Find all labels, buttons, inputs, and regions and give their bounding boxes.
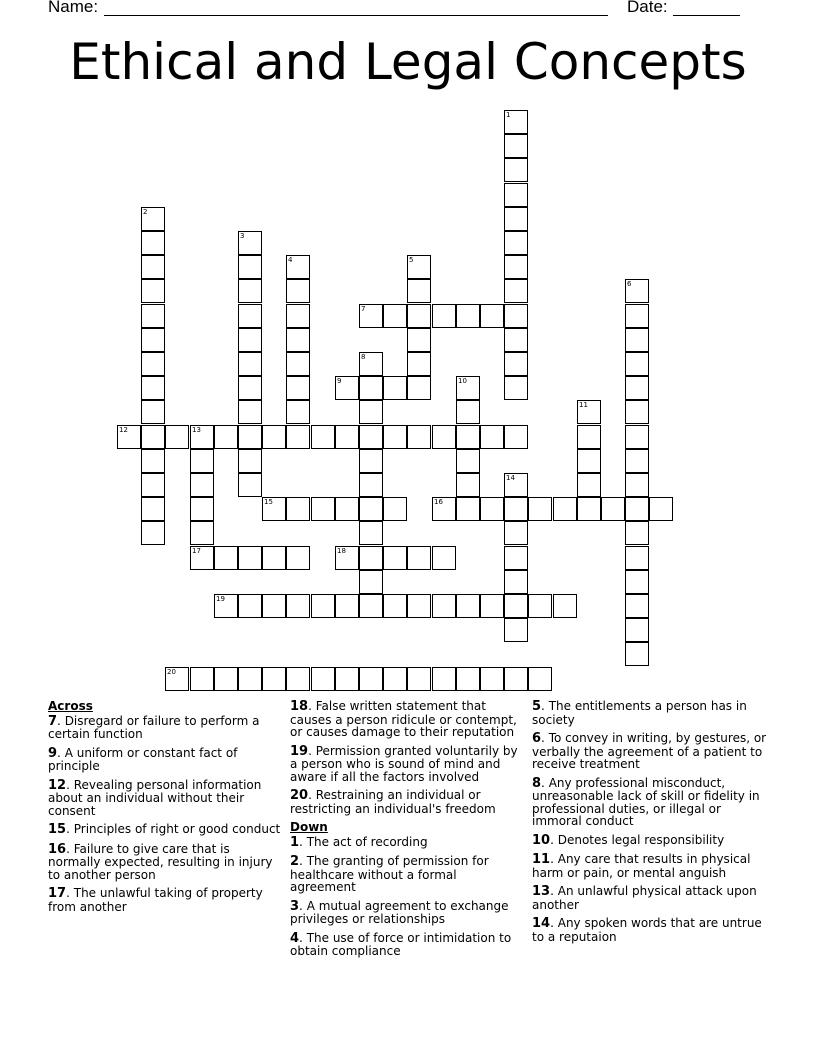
grid-cell[interactable] [359, 304, 383, 328]
cell-number: 14 [506, 474, 515, 482]
grid-cell[interactable] [262, 594, 286, 618]
grid-cell[interactable] [407, 352, 431, 376]
grid-cell[interactable] [625, 400, 649, 424]
grid-cell[interactable] [456, 400, 480, 424]
grid-cell[interactable] [504, 231, 528, 255]
clue-down-14: 14. Any spoken words that are untrue to a reputaion [532, 916, 762, 944]
grid-cell[interactable] [432, 304, 456, 328]
grid-cell[interactable] [141, 255, 165, 279]
grid-cell[interactable] [625, 521, 649, 545]
grid-cell[interactable] [286, 304, 310, 328]
grid-cell[interactable] [359, 376, 383, 400]
grid-cell[interactable] [383, 425, 407, 449]
grid-cell[interactable] [141, 400, 165, 424]
cell-number: 5 [409, 256, 414, 264]
clue-down-10: 10. Denotes legal responsibility [532, 832, 725, 848]
grid-cell[interactable] [311, 667, 335, 691]
grid-cell[interactable] [504, 352, 528, 376]
grid-cell[interactable] [456, 376, 480, 400]
grid-cell[interactable] [311, 425, 335, 449]
grid-cell[interactable] [577, 425, 601, 449]
grid-cell[interactable] [625, 352, 649, 376]
clue-across-7: 7. Disregard or failure to perform a certain function [48, 713, 260, 741]
grid-cell[interactable] [504, 328, 528, 352]
grid-cell[interactable] [504, 546, 528, 570]
grid-cell[interactable] [625, 449, 649, 473]
cell-number: 17 [192, 547, 201, 555]
grid-cell[interactable] [601, 497, 625, 521]
clues-column-3 [532, 700, 768, 949]
grid-cell[interactable] [625, 570, 649, 594]
grid-cell[interactable] [625, 497, 649, 521]
grid-cell[interactable] [528, 667, 552, 691]
grid-cell[interactable] [141, 376, 165, 400]
grid-cell[interactable] [625, 618, 649, 642]
cell-number: 2 [143, 208, 148, 216]
grid-cell[interactable] [311, 497, 335, 521]
grid-cell[interactable] [238, 352, 262, 376]
grid-cell[interactable] [407, 546, 431, 570]
grid-cell[interactable] [359, 449, 383, 473]
grid-cell[interactable] [141, 207, 165, 231]
grid-cell[interactable] [141, 352, 165, 376]
grid-cell[interactable] [311, 594, 335, 618]
grid-cell[interactable] [504, 521, 528, 545]
grid-cell[interactable] [238, 594, 262, 618]
grid-cell[interactable] [238, 304, 262, 328]
grid-cell[interactable] [504, 279, 528, 303]
across-heading: Across [48, 699, 93, 713]
grid-cell[interactable] [262, 667, 286, 691]
date-label: Date: [627, 0, 668, 16]
grid-cell[interactable] [262, 497, 286, 521]
grid-cell[interactable] [335, 425, 359, 449]
cell-number: 16 [434, 498, 443, 506]
clue-down-3: 3. A mutual agreement to exchange privileges or relationships [290, 898, 509, 926]
clues-column-2 [290, 700, 526, 964]
grid-cell[interactable] [625, 279, 649, 303]
grid-cell[interactable] [286, 425, 310, 449]
grid-cell[interactable] [456, 304, 480, 328]
grid-cell[interactable] [335, 546, 359, 570]
grid-cell[interactable] [359, 497, 383, 521]
grid-cell[interactable] [504, 183, 528, 207]
grid-cell[interactable] [359, 473, 383, 497]
grid-cell[interactable] [528, 594, 552, 618]
grid-cell[interactable] [456, 425, 480, 449]
grid-cell[interactable] [504, 473, 528, 497]
grid-cell[interactable] [553, 497, 577, 521]
grid-cell[interactable] [286, 255, 310, 279]
page-title: Ethical and Legal Concepts [69, 33, 747, 91]
grid-cell[interactable] [335, 667, 359, 691]
cell-number: 19 [216, 595, 225, 603]
grid-cell[interactable] [504, 376, 528, 400]
grid-cell[interactable] [577, 449, 601, 473]
grid-cell[interactable] [504, 207, 528, 231]
grid-cell[interactable] [407, 425, 431, 449]
grid-cell[interactable] [504, 618, 528, 642]
grid-cell[interactable] [432, 546, 456, 570]
grid-cell[interactable] [238, 279, 262, 303]
grid-cell[interactable] [165, 425, 189, 449]
grid-cell[interactable] [165, 667, 189, 691]
grid-cell[interactable] [238, 376, 262, 400]
grid-cell[interactable] [335, 497, 359, 521]
grid-cell[interactable] [359, 594, 383, 618]
grid-cell[interactable] [504, 134, 528, 158]
grid-cell[interactable] [359, 352, 383, 376]
grid-cell[interactable] [432, 594, 456, 618]
cell-number: 11 [579, 401, 588, 409]
grid-cell[interactable] [286, 328, 310, 352]
grid-cell[interactable] [528, 497, 552, 521]
clue-down-1: 1. The act of recording [290, 834, 428, 850]
grid-cell[interactable] [238, 400, 262, 424]
grid-cell[interactable] [141, 425, 165, 449]
grid-cell[interactable] [625, 376, 649, 400]
grid-cell[interactable] [141, 521, 165, 545]
grid-cell[interactable] [214, 425, 238, 449]
grid-cell[interactable] [238, 546, 262, 570]
cell-number: 4 [288, 256, 293, 264]
clue-down-11: 11. Any care that results in physical harm or pain, or mental anguish [532, 852, 751, 880]
cell-number: 12 [119, 426, 128, 434]
grid-cell[interactable] [238, 449, 262, 473]
grid-cell[interactable] [238, 231, 262, 255]
grid-cell[interactable] [335, 376, 359, 400]
grid-cell[interactable] [456, 667, 480, 691]
worksheet-header [0, 0, 816, 24]
grid-cell[interactable] [649, 497, 673, 521]
grid-cell[interactable] [238, 473, 262, 497]
grid-cell[interactable] [625, 642, 649, 666]
grid-cell[interactable] [456, 594, 480, 618]
grid-cell[interactable] [504, 255, 528, 279]
cell-number: 3 [240, 232, 245, 240]
grid-cell[interactable] [625, 473, 649, 497]
cell-number: 1 [506, 111, 511, 119]
grid-cell[interactable] [190, 473, 214, 497]
grid-cell[interactable] [504, 497, 528, 521]
grid-cell[interactable] [625, 425, 649, 449]
grid-cell[interactable] [190, 497, 214, 521]
grid-cell[interactable] [432, 425, 456, 449]
grid-cell[interactable] [504, 158, 528, 182]
grid-cell[interactable] [480, 497, 504, 521]
cell-number: 7 [361, 305, 366, 313]
grid-cell[interactable] [190, 667, 214, 691]
grid-cell[interactable] [625, 304, 649, 328]
grid-cell[interactable] [456, 449, 480, 473]
grid-cell[interactable] [504, 667, 528, 691]
grid-cell[interactable] [238, 328, 262, 352]
clue-down-13: 13. An unlawful physical attack upon another [532, 884, 757, 912]
grid-cell[interactable] [286, 546, 310, 570]
grid-cell[interactable] [383, 497, 407, 521]
grid-cell[interactable] [286, 376, 310, 400]
grid-cell[interactable] [577, 473, 601, 497]
grid-cell[interactable] [407, 255, 431, 279]
grid-cell[interactable] [456, 473, 480, 497]
clue-across-16: 16. Failure to give care that is normally expected, resulting in injury to another person [48, 841, 273, 882]
grid-cell[interactable] [480, 425, 504, 449]
grid-cell[interactable] [335, 594, 359, 618]
grid-cell[interactable] [214, 667, 238, 691]
grid-cell[interactable] [141, 328, 165, 352]
grid-cell[interactable] [383, 667, 407, 691]
clue-across-9: 9. A uniform or constant fact of principle [48, 745, 238, 773]
grid-cell[interactable] [238, 255, 262, 279]
grid-cell[interactable] [286, 352, 310, 376]
grid-cell[interactable] [214, 594, 238, 618]
cell-number: 8 [361, 353, 366, 361]
clue-across-19: 19. Permission granted voluntarily by a person who is sound of mind and aware if all the factors involved [290, 743, 518, 784]
grid-cell[interactable] [504, 425, 528, 449]
cell-number: 15 [264, 498, 273, 506]
grid-cell[interactable] [190, 425, 214, 449]
clues-column-1 [48, 700, 284, 919]
grid-cell[interactable] [577, 400, 601, 424]
grid-cell[interactable] [286, 497, 310, 521]
grid-cell[interactable] [262, 425, 286, 449]
grid-cell[interactable] [432, 667, 456, 691]
grid-cell[interactable] [190, 521, 214, 545]
grid-cell[interactable] [359, 521, 383, 545]
clue-across-12: 12. Revealing personal information about an individual without their consent [48, 777, 262, 818]
clue-down-2: 2. The granting of permission for healthcare without a formal agreement [290, 854, 489, 894]
grid-cell[interactable] [286, 667, 310, 691]
grid-cell[interactable] [262, 546, 286, 570]
cell-number: 6 [627, 280, 632, 288]
cell-number: 13 [192, 426, 201, 434]
grid-cell[interactable] [383, 304, 407, 328]
grid-cell[interactable] [238, 425, 262, 449]
grid-cell[interactable] [359, 570, 383, 594]
grid-cell[interactable] [553, 594, 577, 618]
cell-number: 10 [458, 377, 467, 385]
grid-cell[interactable] [432, 497, 456, 521]
grid-cell[interactable] [141, 449, 165, 473]
name-label: Name: [48, 0, 99, 16]
grid-cell[interactable] [480, 667, 504, 691]
grid-cell[interactable] [190, 449, 214, 473]
clue-down-5: 5. The entitlements a person has in society [532, 699, 747, 727]
grid-cell[interactable] [504, 110, 528, 134]
grid-cell[interactable] [383, 594, 407, 618]
grid-cell[interactable] [407, 304, 431, 328]
clue-across-17: 17. The unlawful taking of property from another [48, 886, 263, 914]
grid-cell[interactable] [504, 594, 528, 618]
down-heading: Down [290, 820, 328, 834]
grid-cell[interactable] [359, 425, 383, 449]
clue-down-6: 6. To convey in writing, by gestures, or verbally the agreement of a patient to receive treatment [532, 731, 767, 771]
grid-cell[interactable] [286, 400, 310, 424]
grid-cell[interactable] [625, 594, 649, 618]
grid-cell[interactable] [359, 546, 383, 570]
grid-cell[interactable] [456, 497, 480, 521]
grid-cell[interactable] [214, 546, 238, 570]
grid-cell[interactable] [577, 497, 601, 521]
grid-cell[interactable] [480, 594, 504, 618]
grid-cell[interactable] [407, 594, 431, 618]
grid-cell[interactable] [625, 328, 649, 352]
clue-down-8: 8. Any professional misconduct, unreasonable lack of skill or fidelity in professional duties, or illegal or immoral conduct [532, 775, 760, 828]
grid-cell[interactable] [383, 376, 407, 400]
grid-cell[interactable] [480, 304, 504, 328]
date-field[interactable] [673, 15, 740, 16]
grid-cell[interactable] [407, 667, 431, 691]
grid-cell[interactable] [359, 667, 383, 691]
grid-cell[interactable] [190, 546, 214, 570]
grid-cell[interactable] [407, 376, 431, 400]
name-field[interactable] [104, 15, 608, 16]
grid-cell[interactable] [238, 667, 262, 691]
cell-number: 20 [167, 668, 176, 676]
grid-cell[interactable] [117, 425, 141, 449]
grid-cell[interactable] [359, 400, 383, 424]
grid-cell[interactable] [407, 279, 431, 303]
clue-across-15: 15. Principles of right or good conduct [48, 822, 281, 837]
clue-down-4: 4. The use of force or intimidation to obtain compliance [290, 930, 512, 958]
grid-cell[interactable] [141, 497, 165, 521]
grid-cell[interactable] [625, 546, 649, 570]
grid-cell[interactable] [407, 328, 431, 352]
clue-across-20: 20. Restraining an individual or restricting an individual's freedom [290, 788, 496, 816]
grid-cell[interactable] [141, 231, 165, 255]
cell-number: 18 [337, 547, 346, 555]
clue-across-18: 18. False written statement that causes a person ridicule or contempt, or causes damage to their reputation [290, 699, 517, 739]
grid-cell[interactable] [504, 570, 528, 594]
grid-cell[interactable] [141, 473, 165, 497]
cell-number: 9 [337, 377, 342, 385]
grid-cell[interactable] [141, 304, 165, 328]
grid-cell[interactable] [504, 304, 528, 328]
grid-cell[interactable] [383, 546, 407, 570]
grid-cell[interactable] [286, 279, 310, 303]
grid-cell[interactable] [141, 279, 165, 303]
grid-cell[interactable] [286, 594, 310, 618]
